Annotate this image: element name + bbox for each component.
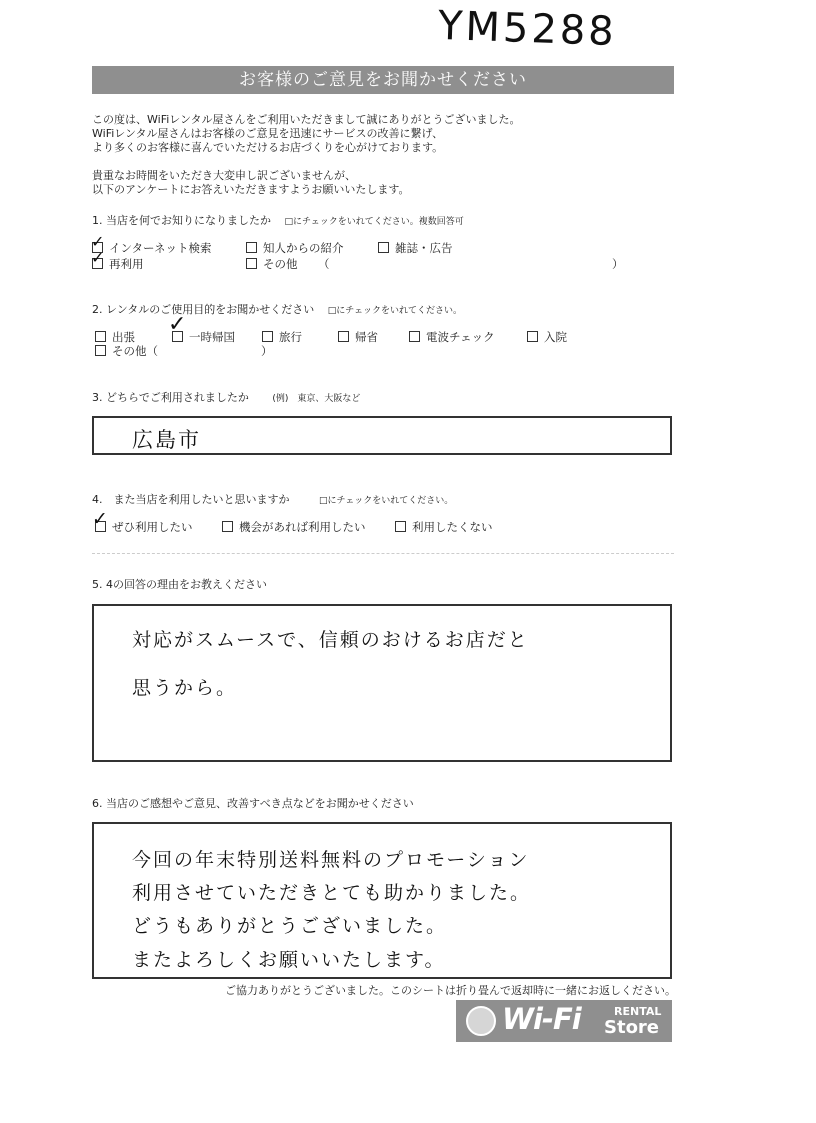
intro-line-2: WiFiレンタル屋さんはお客様のご意見を迅速にサービスの改善に繋げ、 (92, 127, 444, 140)
q6-answer-line-3: どうもありがとうございました。 (132, 915, 448, 937)
q1-other-open-paren: （ (318, 257, 330, 271)
question-3 (92, 389, 360, 405)
q2-option-other[interactable]: その他（ (95, 343, 158, 359)
document-id: YM5288 (437, 2, 618, 56)
question-5-label: 5. 4の回答の理由をお教えください (92, 578, 267, 591)
q2-option-return-home[interactable]: 一時帰国 (172, 329, 235, 345)
question-4-label: 4. また当店を利用したいと思いますか (92, 493, 290, 506)
q1-option-internet[interactable]: インターネット検索 (92, 240, 211, 256)
mascot-icon (466, 1006, 496, 1036)
checkbox[interactable] (262, 331, 273, 342)
question-2-label: 2. レンタルのご使用目的をお聞かせください (92, 303, 315, 316)
checkbox[interactable] (246, 258, 257, 269)
intro-line-5: 以下のアンケートにお答えいただきますようお願いいたします。 (92, 183, 410, 196)
q4-option-no[interactable]: 利用したくない (395, 519, 493, 535)
logo-wifi-text: Wi-Fi (502, 1002, 581, 1036)
q5-answer-line-1: 対応がスムースで、信頼のおけるお店だと (132, 629, 529, 651)
checkbox[interactable] (395, 521, 406, 532)
checkbox[interactable] (95, 331, 106, 342)
q2-option-homecoming[interactable]: 帰省 (338, 329, 378, 345)
q5-answer-line-2: 思うから。 (132, 677, 238, 699)
checkbox[interactable] (246, 242, 257, 253)
survey-title: お客様のご意見をお聞かせください (92, 66, 674, 94)
question-1 (92, 212, 464, 228)
check-mark-icon: ✓ (168, 312, 187, 337)
question-1-label: 1. 当店を何でお知りになりましたか (92, 214, 271, 227)
q6-answer-line-1: 今回の年末特別送料無料のプロモーション (132, 849, 530, 871)
q6-answer-line-4: またよろしくお願いいたします。 (132, 949, 446, 971)
check-mark-icon: ✓ (92, 508, 108, 530)
intro-line-1: この度は、WiFiレンタル屋さんをご利用いただきまして誠にありがとうございました。 (92, 113, 521, 126)
checkbox[interactable] (409, 331, 420, 342)
checkbox[interactable] (222, 521, 233, 532)
q2-option-travel[interactable]: 旅行 (262, 329, 302, 345)
question-2 (92, 301, 462, 317)
checkbox[interactable] (95, 345, 106, 356)
intro-line-3: より多くのお客様に喜んでいただけるお店づくりを心がけております。 (92, 141, 444, 154)
question-6 (92, 795, 414, 811)
q6-answer-line-2: 利用させていただきとても助かりました。 (132, 882, 532, 904)
q1-other-close-paren: ） (612, 257, 624, 271)
logo-store-text: Store (604, 1017, 660, 1038)
checkbox[interactable] (527, 331, 538, 342)
question-5 (92, 576, 267, 592)
intro-line-4: 貴重なお時間をいただき大変申し訳ございませんが、 (92, 169, 356, 182)
q4-option-maybe[interactable]: 機会があれば利用したい (222, 519, 366, 535)
question-4-note: □にチェックをいれてください。 (319, 496, 454, 506)
question-3-label: 3. どちらでご利用されましたか (92, 391, 249, 404)
check-mark-icon: ✓ (91, 232, 105, 251)
checkbox[interactable] (378, 242, 389, 253)
question-2-note: □にチェックをいれてください。 (327, 306, 463, 316)
q1-option-reuse[interactable]: 再利用 (92, 256, 144, 272)
q2-option-hospital[interactable]: 入院 (527, 329, 567, 345)
check-mark-icon: ✓ (91, 248, 105, 267)
q2-other-close-paren: ） (261, 344, 273, 358)
question-3-note: (例) 東京、大阪など (272, 394, 361, 404)
q3-answer: 広島市 (132, 428, 201, 452)
logo-rental-text: RENTAL (614, 1005, 662, 1018)
checkbox[interactable] (338, 331, 349, 342)
q1-option-magazine[interactable]: 雑誌・広告 (378, 240, 453, 256)
q1-option-referral[interactable]: 知人からの紹介 (246, 240, 344, 256)
q2-option-business[interactable]: 出張 (95, 329, 135, 345)
section-divider (92, 553, 674, 554)
q4-option-definitely[interactable]: ぜひ利用したい (95, 519, 193, 535)
q1-option-other[interactable]: その他 (246, 256, 298, 272)
question-6-label: 6. 当店のご感想やご意見、改善すべき点などをお聞かせください (92, 797, 414, 810)
wifi-rental-store-logo (456, 1000, 672, 1042)
question-1-note: □にチェックをいれてください。複数回答可 (284, 217, 464, 227)
question-4 (92, 491, 453, 507)
q2-option-signal-check[interactable]: 電波チェック (409, 329, 495, 345)
footer-note: ご協力ありがとうございました。このシートは折り畳んで返却時に一緒にお返しください。 (225, 984, 676, 997)
